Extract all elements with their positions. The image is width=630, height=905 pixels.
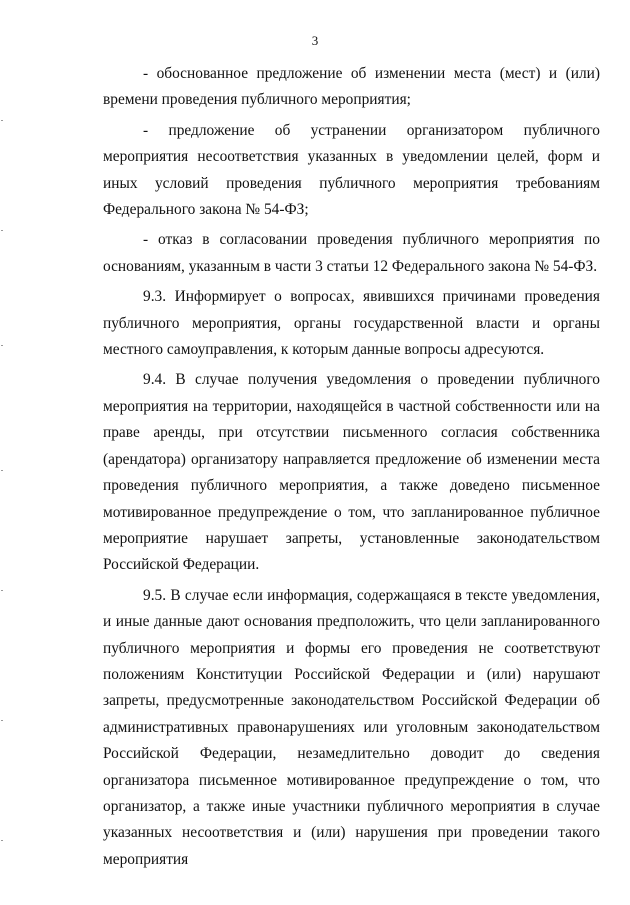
paragraph-refusal: - отказ в согласовании проведения публичного мероприятия по основаниям, указанным в части 3 статьи 12 Федерального закона № 54-ФЗ. (103, 231, 600, 275)
page-number: 3 (311, 33, 319, 48)
paragraph-9-3: 9.3. Информирует о вопросах, явившихся причинами проведения публичного мероприятия, органы государственной власти и органы местного самоуправления, к которым данные вопросы адресуются. (103, 288, 600, 359)
scan-edge-marks (0, 0, 6, 905)
document-body (103, 61, 600, 873)
paragraph-proposal-change-place: - обоснованное предложение об изменении места (мест) и (или) времени проведения публичного мероприятия; (103, 65, 600, 109)
paragraph-9-5: 9.5. В случае если информация, содержащаяся в тексте уведомления, и иные данные дают основания предположить, что цели запланированного публичного мероприятия и формы его проведения не соответствуют положениям Конституции Российской Федерации и (или) нарушают запреты, предусмотренные законодательством Российской Федерации об административных правонарушениях или уголовным законодательством Российской Федерации, незамедлительно доводит до сведения организатора письменное мотивированное предупреждение о том, что организатор, а также иные участники публичного мероприятия в случае указанных несоответствия и (или) нарушения при проведении такого мероприятия (103, 586, 600, 868)
paragraph-9-4: 9.4. В случае получения уведомления о проведении публичного мероприятия на территории, находящейся в частной собственности или на праве аренды, при отсутствии письменного согласия собственника (арендатора) организатору направляется предложение об изменении места проведения публичного мероприятия, а также доведено письменное мотивированное предупреждение о том, что запланированное публичное мероприятие нарушает запреты, установленные законодательством Российской Федерации. (103, 371, 600, 574)
paragraph-proposal-eliminate-inconsistency: - предложение об устранении организатором публичного мероприятия несоответствия указанных в уведомлении целей, форм и иных условий проведения публичного мероприятия требованиям Федерального закона № 54-ФЗ; (103, 121, 600, 219)
